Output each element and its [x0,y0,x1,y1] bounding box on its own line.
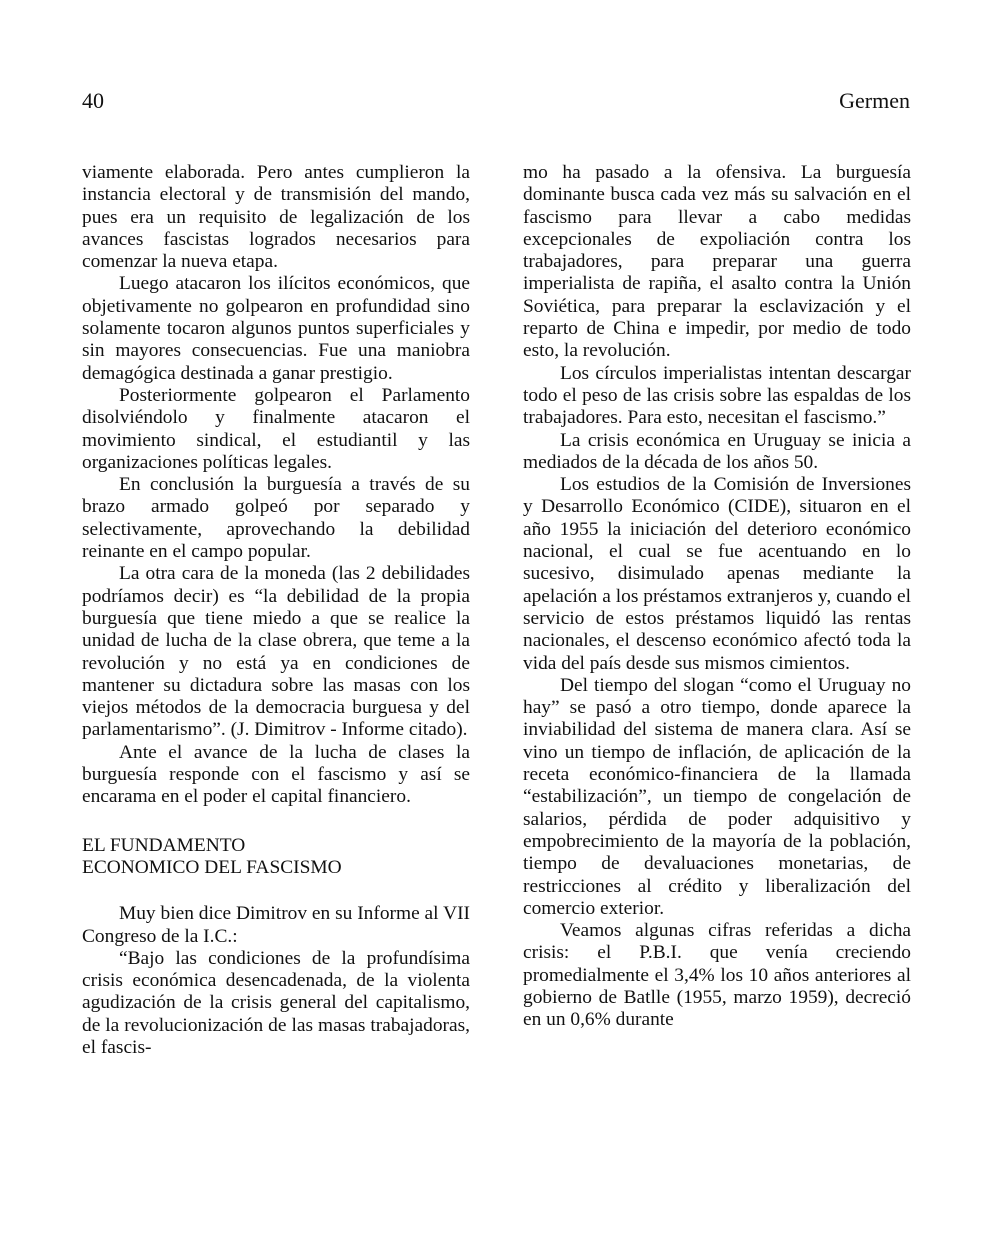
paragraph: Posteriormente golpearon el Parlamento disolviéndolo y finalmente atacaron el movimiento sindical, el estudiantil y las organizaciones políticas legales. [82,384,470,473]
paragraph: Los estudios de la Comisión de Inversiones y Desarrollo Económico (CIDE), situaron en el año 1955 la iniciación del deterioro económico nacional, el cual se fue acentuando en lo sucesivo, disimulado apenas mediante la apelación a los préstamos extranjeros y, cuando el servicio de estos préstamos liquidó las rentas nacionales, el descenso económico afectó toda la vida del país desde sus mismos cimientos. [523,474,911,674]
paragraph: La otra cara de la moneda (las 2 debilidades podríamos decir) es “la debilidad de la propia burguesía que tiene miedo a que se realice la unidad de lucha de la clase obrera, que teme a la revolución y no está ya en condiciones de mantener su dictadura sobre las masas con los viejos métodos de la democracia burguesa y del parlamentarismo”. (J. Dimitrov - Informe citado). [82,563,470,741]
paragraph: viamente elaborada. Pero antes cumplieron la instancia electoral y de transmisión del mando, pues era un requisito de legalización de los avances fascistas logrados necesarios para comenzar la nueva etapa. [82,162,470,273]
paragraph: Del tiempo del slogan “como el Uruguay no hay” se pasó a otro tiempo, donde aparece la inviabilidad del sistema de manera clara. Así se vino un tiempo de inflación, de aplicación de la receta económico-financiera de la llamada “estabilización”, un tiempo de congelación de salarios, pérdida de poder adquisitivo y empobrecimiento de la mayoría de la población, tiempo de devaluaciones monetarias, de restricciones al crédito y liberalización del comercio exterior. [523,674,911,919]
page-number: 40 [82,88,104,113]
paragraph: Veamos algunas cifras referidas a dicha crisis: el P.B.I. que venía creciendo promedialmente el 3,4% los 10 años anteriores al gobierno de Batlle (1955, marzo 1959), decreció en un 0,6% durante [523,920,911,1031]
section-heading [82,835,470,880]
paragraph: Muy bien dice Dimitrov en su Informe al VII Congreso de la I.C.: [82,903,470,947]
left-column [82,162,470,1059]
paragraph: En conclusión la burguesía a través de su brazo armado golpeó por separado y selectivamente, aprovechando la debilidad reinante en el campo popular. [82,474,470,563]
paragraph: mo ha pasado a la ofensiva. La burguesía dominante busca cada vez más su salvación en el fascismo para llevar a cabo medidas excepcionales de expoliación contra los trabajadores, para preparar una guerra imperialista de rapiña, el asalto contra la Unión Soviética, para preparar la esclavización y el reparto de China e impedir, por medio de todo esto, la revolución. [523,162,911,362]
paragraph: La crisis económica en Uruguay se inicia a mediados de la década de los años 50. [523,429,911,473]
paragraph: Los círculos imperialistas intentan descargar todo el peso de las crisis sobre las espaldas de los trabajadores. Para esto, necesitan el fascismo.” [523,362,911,429]
quote-paragraph: “Bajo las condiciones de la profundísima crisis económica desencadenada, de la violenta agudización de la crisis general del capitalismo, de la revolucionización de las masas trabajadoras, el fascis- [82,947,470,1058]
section-heading-line: EL FUNDAMENTO [82,834,246,856]
running-header-title: Germen [839,88,910,113]
paragraph: Ante el avance de la lucha de clases la burguesía responde con el fascismo y así se encarama en el poder el capital financiero. [82,741,470,808]
section-heading-line: ECONOMICO DEL FASCISMO [82,856,342,878]
paragraph: Luego atacaron los ilícitos económicos, que objetivamente no golpearon en profundidad sino solamente tocaron algunos puntos superficiales y sin mayores consecuencias. Fue una maniobra demagógica destinada a ganar prestigio. [82,273,470,384]
right-column [523,162,911,1032]
